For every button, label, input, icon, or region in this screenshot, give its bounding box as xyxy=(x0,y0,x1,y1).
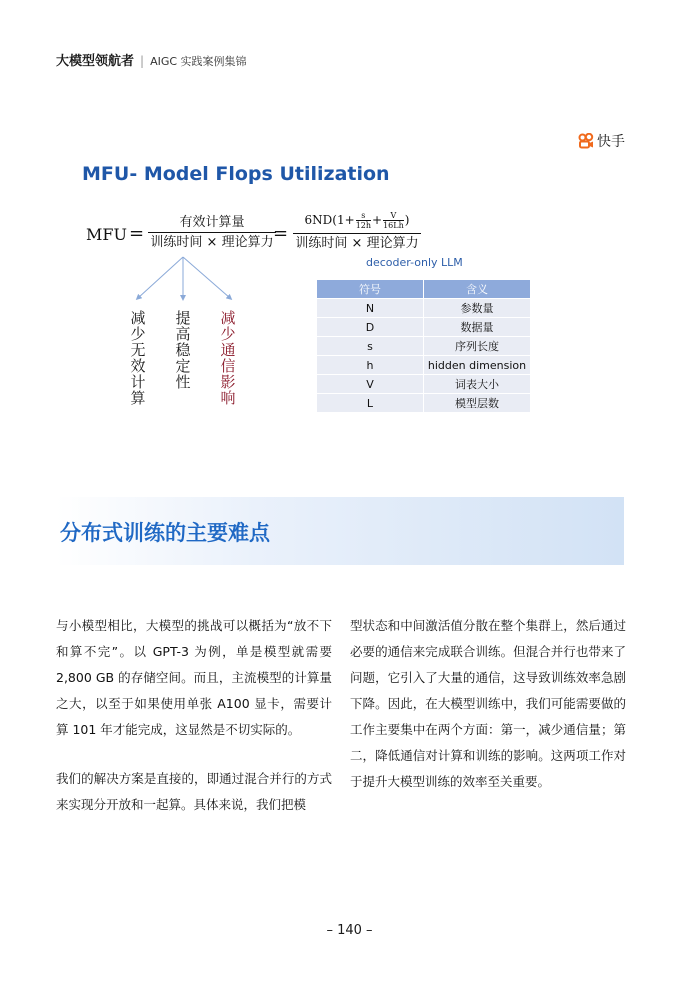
table-cell: h xyxy=(317,356,424,375)
numerator-prefix: 6ND(1+ xyxy=(304,213,355,227)
running-header xyxy=(56,50,247,69)
formula-equals-2: = xyxy=(273,223,289,244)
table-row xyxy=(317,299,530,318)
arrow-left xyxy=(138,257,183,298)
section-banner xyxy=(56,497,624,565)
paragraph: 型状态和中间激活值分散在整个集群上，然后通过必要的通信来完成联合训练。但混合并行也带来了问题，它引入了大量的通信，这导致训练效率急剧下降。因此，在大模型训练中，我们可能需要做的工作主要集中在两个方面：第一，减少通信量；第二，降低通信对计算和训练的影响。这两项工作对于提升大模型训练的效率至关重要。 xyxy=(350,618,626,789)
brand-mark xyxy=(578,131,625,151)
formula-fraction-2 xyxy=(293,208,421,252)
direction-improve-stability: 提高稳定性 xyxy=(175,309,191,391)
table-cell: 模型层数 xyxy=(424,394,531,413)
table-row xyxy=(317,356,530,375)
table-row xyxy=(317,337,530,356)
symbol-table xyxy=(317,280,530,412)
header-separator: | xyxy=(140,54,145,68)
formula-fraction-1 xyxy=(148,214,276,251)
table-cell: hidden dimension xyxy=(424,356,531,375)
fraction-1-denominator: 训练时间 × 理论算力 xyxy=(150,235,274,250)
table-cell: s xyxy=(317,337,424,356)
table-cell: 参数量 xyxy=(424,299,531,318)
fraction-2-denominator: 训练时间 × 理论算力 xyxy=(295,236,419,251)
formula-lhs: MFU xyxy=(86,225,127,244)
numerator-suffix: ) xyxy=(404,213,410,227)
body-column-right xyxy=(350,613,626,795)
table-cell: L xyxy=(317,394,424,413)
paragraph-gap xyxy=(56,743,332,766)
table-cell: 词表大小 xyxy=(424,375,531,394)
table-cell: 数据量 xyxy=(424,318,531,337)
table-header-row xyxy=(317,280,530,299)
fraction-2-bar xyxy=(293,233,421,234)
legend-title: decoder-only LLM xyxy=(366,256,463,269)
mini-fraction-v-16lh xyxy=(383,211,404,230)
numerator-plus: + xyxy=(372,213,383,227)
paragraph: 我们的解决方案是直接的，即通过混合并行的方式来实现分开放和一起算。具体来说，我们把模 xyxy=(56,771,332,812)
table-cell: V xyxy=(317,375,424,394)
kuaishou-logo-icon xyxy=(578,133,594,149)
direction-arrows xyxy=(120,255,250,310)
page-number: – 140 – xyxy=(326,923,373,938)
book-subtitle: AIGC 实践案例集锦 xyxy=(150,55,247,68)
body-column-left xyxy=(56,613,332,818)
paragraph: 与小模型相比，大模型的挑战可以概括为“放不下和算不完”。以 GPT-3 为例，单是模型就需要 2,800 GB 的存储空间。而且，主流模型的计算量之大，以至于如果使用单张 A100 显卡，需要计算 101 年才能完成，这显然是不切实际的。 xyxy=(56,618,332,737)
table-row xyxy=(317,318,530,337)
book-title: 大模型领航者 xyxy=(56,54,135,69)
mfu-title: MFU- Model Flops Utilization xyxy=(82,163,390,185)
table-row xyxy=(317,375,530,394)
mini-1-bottom: 12h xyxy=(355,220,372,230)
direction-reduce-invalid-compute: 减少无效计算 xyxy=(130,309,146,407)
table-row xyxy=(317,394,530,413)
fraction-2-numerator xyxy=(293,208,421,232)
header-meaning: 含义 xyxy=(424,280,531,299)
mini-fraction-s-12h xyxy=(356,211,371,230)
formula-equals-1: = xyxy=(129,223,145,244)
direction-reduce-communication: 减少通信影响 xyxy=(220,309,236,407)
arrow-right xyxy=(183,257,230,298)
table-cell: N xyxy=(317,299,424,318)
fraction-1-numerator: 有效计算量 xyxy=(179,215,245,230)
table-cell: 序列长度 xyxy=(424,337,531,356)
mini-1-top: s xyxy=(361,210,366,220)
header-symbol: 符号 xyxy=(317,280,424,299)
mini-2-bottom: 16Lh xyxy=(383,220,404,230)
fraction-1-bar xyxy=(148,232,276,233)
mini-2-top: V xyxy=(390,210,397,220)
section-title: 分布式训练的主要难点 xyxy=(60,521,270,545)
brand-name: 快手 xyxy=(597,134,625,150)
table-cell: D xyxy=(317,318,424,337)
